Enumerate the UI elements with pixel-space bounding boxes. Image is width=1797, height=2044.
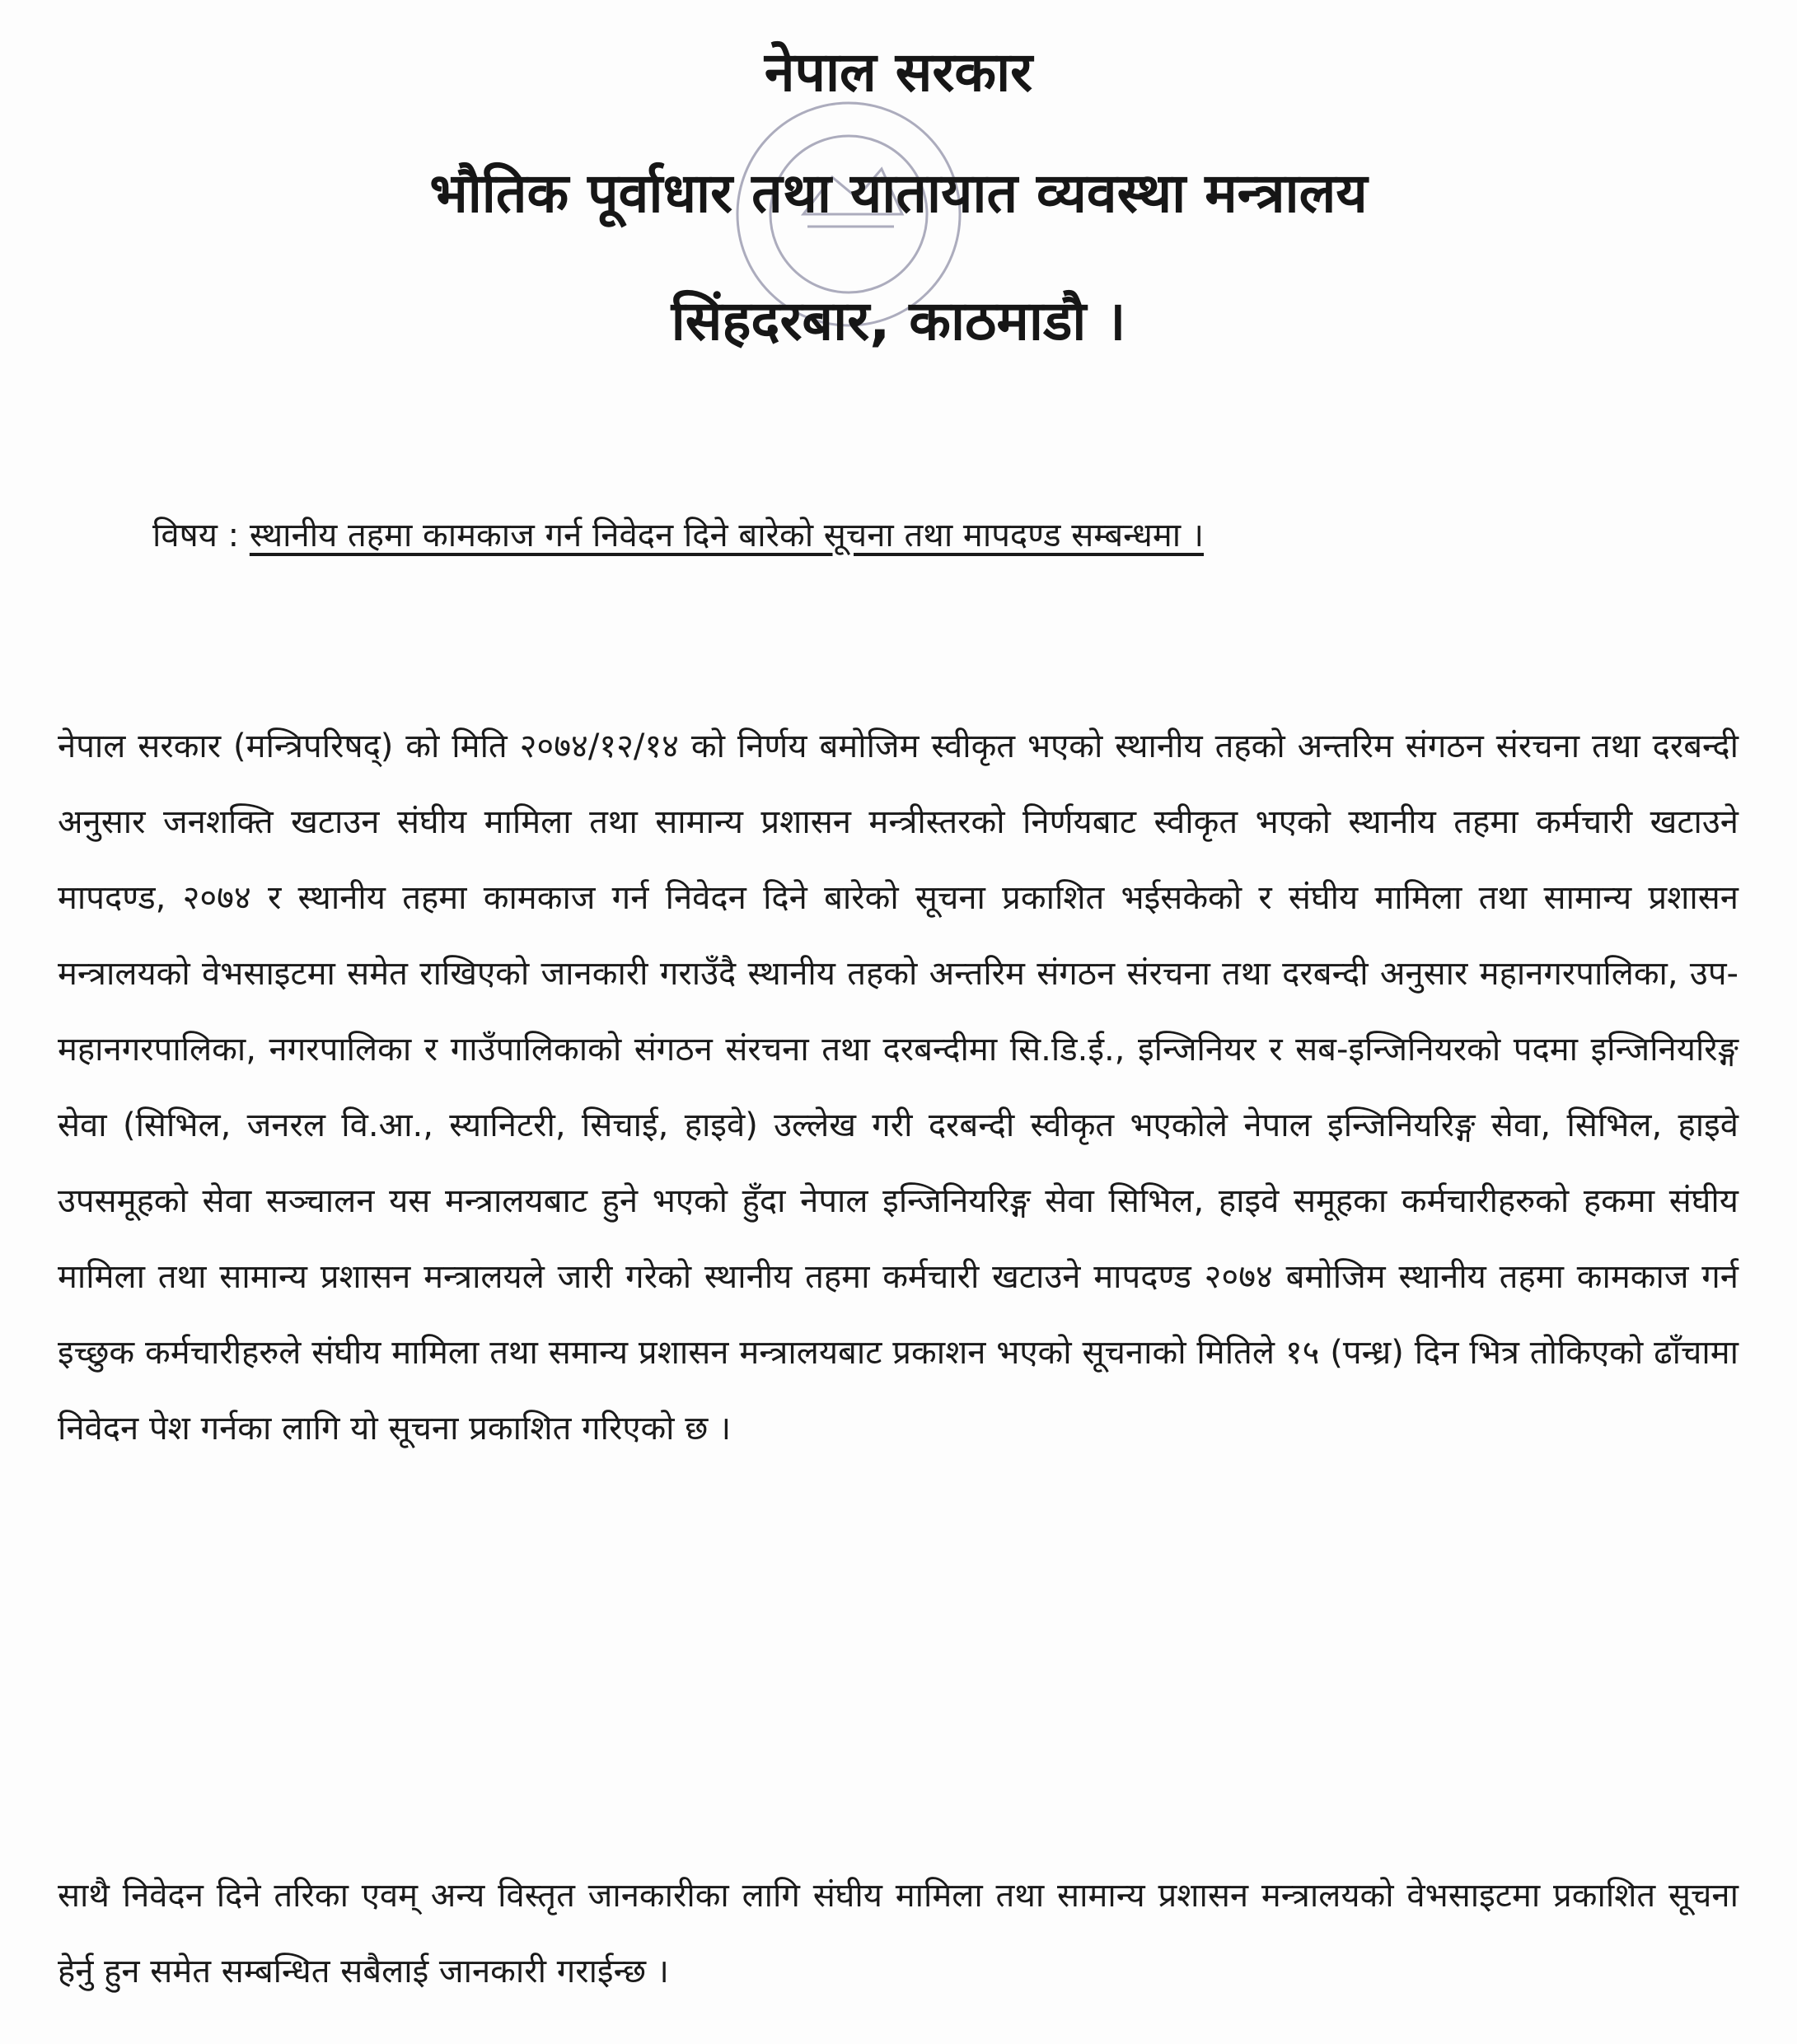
subject-label: विषय :: [152, 517, 240, 554]
subject-text: स्थानीय तहमा कामकाज गर्न निवेदन दिने बारेको सूचना तथा मापदण्ड सम्बन्धमा ।: [249, 517, 1204, 554]
header-government: नेपाल सरकार: [764, 40, 1033, 104]
header-address: सिंहदरबार, काठमाडौ ।: [671, 289, 1126, 353]
body-paragraph-1: नेपाल सरकार (मन्त्रिपरिषद्) को मिति २०७४/१२/१४ को निर्णय बमोजिम स्वीकृत भएको स्थानीय तहको अन्तरिम संगठन संरचना तथा दरबन्दी अनुसार जनशक्ति खटाउन संघीय मामिला तथा सामान्य प्रशासन मन्त्रीस्तरको निर्णयबाट स्वीकृत भएको स्थानीय तहमा कर्मचारी खटाउने मापदण्ड, २०७४ र स्थानीय तहमा कामकाज गर्न निवेदन दिने बारेको सूचना प्रकाशित भईसकेको र संघीय मामिला तथा सामान्य प्रशासन मन्त्रालयको वेभसाइटमा समेत राखिएको जानकारी गराउँदै स्थानीय तहको अन्तरिम संगठन संरचना तथा दरबन्दी अनुसार महानगरपालिका, उप-महानगरपालिका, नगरपालिका र गाउँपालिकाको संगठन संरचना तथा दरबन्दीमा सि.डि.ई., इन्जिनियर र सब-इन्जिनियरको पदमा इन्जिनियरिङ्ग सेवा (सिभिल, जनरल वि.आ., स्यानिटरी, सिचाई, हाइवे) उल्लेख गरी दरबन्दी स्वीकृत भएकोले नेपाल इन्जिनियरिङ्ग सेवा, सिभिल, हाइवे उपसमूहको सेवा सञ्चालन यस मन्त्रालयबाट हुने भएको हुँदा नेपाल इन्जिनियरिङ्ग सेवा सिभिल, हाइवे समूहका कर्मचारीहरुको हकमा संघीय मामिला तथा सामान्य प्रशासन मन्त्रालयले जारी गरेको स्थानीय तहमा कर्मचारी खटाउने मापदण्ड २०७४ बमोजिम स्थानीय तहमा कामकाज गर्न इच्छुक कर्मचारीहरुले संघीय मामिला तथा समान्य प्रशासन मन्त्रालयबाट प्रकाशन भएको सूचनाको मितिले १५ (पन्ध्र) दिन भित्र तोकिएको ढाँचामा निवेदन पेश गर्नका लागि यो सूचना प्रकाशित गरिएको छ ।: [58, 727, 1739, 1448]
header-ministry: भौतिक पूर्वाधार तथा यातायात व्यवस्था मन्त्रालय: [429, 161, 1368, 225]
body-paragraph-2: साथै निवेदन दिने तरिका एवम् अन्य विस्तृत जानकारीका लागि संघीय मामिला तथा सामान्य प्रशासन मन्त्रालयको वेभसाइटमा प्रकाशित सूचना हेर्नु हुन समेत सम्बन्धित सबैलाई जानकारी गराईन्छ ।: [58, 1877, 1739, 1990]
subject-line: [152, 511, 1204, 560]
